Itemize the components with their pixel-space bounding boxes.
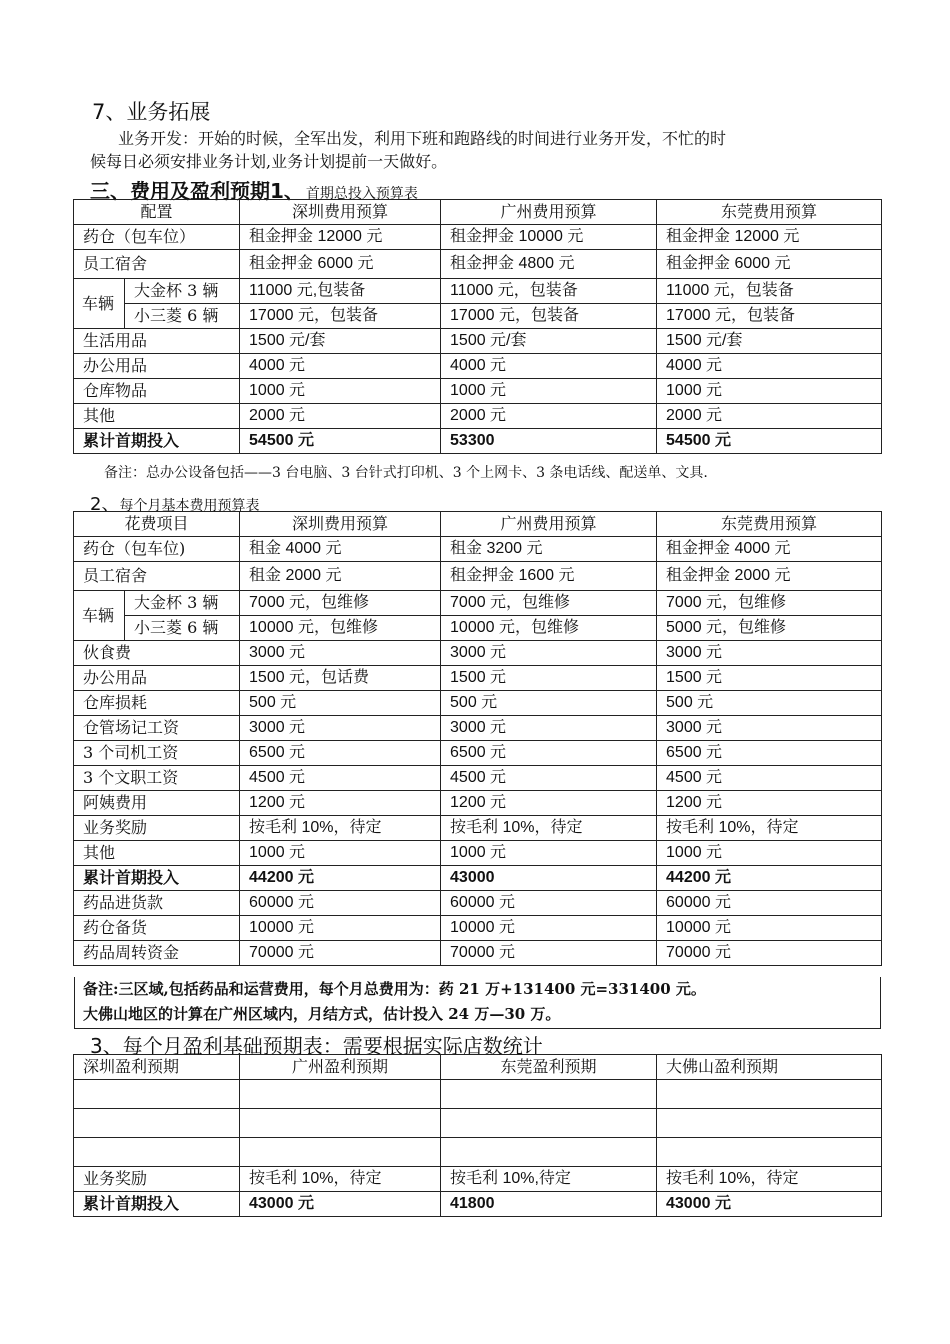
table-row (74, 691, 882, 716)
table-row (74, 1167, 882, 1192)
cell-shenzhen: 1000 元 (240, 379, 441, 404)
cell-dongguan: 3000 元 (657, 716, 882, 741)
cell-shenzhen: 租金押金 12000 元 (240, 225, 441, 250)
cell-shenzhen: 10000 元，包维修 (240, 616, 441, 641)
cell-dongguan: 6500 元 (657, 741, 882, 766)
cell-shenzhen: 10000 元 (240, 916, 441, 941)
paragraph-line-1: 业务开发：开始的时候，全军出发，利用下班和跑路线的时间进行业务开发，不忙的时 (118, 129, 727, 148)
row-label: 仓管场记工资 (74, 716, 240, 741)
total-foshan: 43000 元 (657, 1192, 882, 1217)
cell-dongguan: 10000 元 (657, 916, 882, 941)
cell-shenzhen: 1500 元，包话费 (240, 666, 441, 691)
cell-guangzhou: 500 元 (441, 691, 657, 716)
cell-shenzhen: 3000 元 (240, 716, 441, 741)
table-header-row (74, 1055, 882, 1080)
cell-guangzhou: 1500 元/套 (441, 329, 657, 354)
cell-shenzhen: 11000 元,包装备 (240, 279, 441, 304)
table-row (74, 225, 882, 250)
table-row (74, 279, 882, 304)
section-7-heading: 7、业务拓展 (92, 100, 211, 124)
total-label: 累计首期投入 (74, 1192, 240, 1217)
cell-guangzhou: 7000 元，包维修 (441, 591, 657, 616)
table-row (74, 841, 882, 866)
row-label: 员工宿舍 (74, 250, 240, 279)
cell-shenzhen: 1200 元 (240, 791, 441, 816)
cell-shenzhen: 70000 元 (240, 941, 441, 966)
cell-guangzhou: 按毛利 10%，待定 (441, 816, 657, 841)
vehicle-type: 大金杯 3 辆 (125, 279, 240, 304)
table-2-number: 2、 (90, 494, 120, 515)
total-row (74, 429, 882, 454)
table-row (74, 641, 882, 666)
cell-guangzhou: 1200 元 (441, 791, 657, 816)
note-line-2: 大佛山地区的计算在广州区域内，月结方式，估计投入 24 万—30 万。 (83, 1005, 561, 1023)
cell-guangzhou: 6500 元 (441, 741, 657, 766)
row-label: 仓库损耗 (74, 691, 240, 716)
cell-shenzhen: 3000 元 (240, 641, 441, 666)
table-row (74, 562, 882, 591)
cell-dongguan: 17000 元，包装备 (657, 304, 882, 329)
cell-guangzhou: 70000 元 (441, 941, 657, 966)
cell-shenzhen: 500 元 (240, 691, 441, 716)
cell-shenzhen: 17000 元，包装备 (240, 304, 441, 329)
cell-shenzhen: 租金押金 6000 元 (240, 250, 441, 279)
table-row (74, 616, 882, 641)
cell-guangzhou: 4000 元 (441, 354, 657, 379)
cell-dongguan: 1000 元 (657, 841, 882, 866)
total-label: 累计首期投入 (74, 429, 240, 454)
section-3-title: 三、费用及盈利预期 (90, 179, 270, 203)
table-row (74, 916, 882, 941)
total-shenzhen: 54500 元 (240, 429, 441, 454)
cell-dongguan: 4000 元 (657, 354, 882, 379)
header-shenzhen-profit: 深圳盈利预期 (74, 1055, 240, 1080)
cell-dongguan: 500 元 (657, 691, 882, 716)
table-row (74, 379, 882, 404)
header-guangzhou: 广州费用预算 (441, 512, 657, 537)
cell-dongguan: 4500 元 (657, 766, 882, 791)
vehicle-type: 小三菱 6 辆 (125, 616, 240, 641)
table-3-title: 3、每个月盈利基础预期表：需要根据实际店数统计 (90, 1034, 543, 1058)
table-row (74, 666, 882, 691)
cell-foshan: 按毛利 10%，待定 (657, 1167, 882, 1192)
table-1-title: 首期总投入预算表 (305, 186, 418, 202)
cell-dongguan: 60000 元 (657, 891, 882, 916)
total-guangzhou: 43000 (441, 866, 657, 891)
table-1-note: 备注：总办公设备包括——3 台电脑、3 台针式打印机、3 个上网卡、3 条电话线、配送单、文具. (104, 465, 708, 481)
header-shenzhen: 深圳费用预算 (240, 200, 441, 225)
cell-dongguan: 租金押金 4000 元 (657, 537, 882, 562)
cell-dongguan: 租金押金 12000 元 (657, 225, 882, 250)
row-label: 其他 (74, 841, 240, 866)
empty-row (74, 1109, 882, 1138)
cell-shenzhen: 4000 元 (240, 354, 441, 379)
cell-guangzhou: 10000 元，包维修 (441, 616, 657, 641)
total-guangzhou: 53300 (441, 429, 657, 454)
cell-dongguan: 1000 元 (657, 379, 882, 404)
table-1-number: 1、 (270, 179, 304, 203)
table-row (74, 716, 882, 741)
cell-guangzhou: 2000 元 (441, 404, 657, 429)
cell-guangzhou: 10000 元 (441, 916, 657, 941)
table-row (74, 941, 882, 966)
cell-shenzhen: 按毛利 10%，待定 (240, 816, 441, 841)
table-2-title-text: 每个月基本费用预算表 (119, 498, 260, 514)
cell-guangzhou: 租金押金 10000 元 (441, 225, 657, 250)
cell-shenzhen: 1500 元/套 (240, 329, 441, 354)
cell-guangzhou: 3000 元 (441, 716, 657, 741)
table-row (74, 354, 882, 379)
header-shenzhen: 深圳费用预算 (240, 512, 441, 537)
cell-dongguan: 3000 元 (657, 641, 882, 666)
row-label: 阿姨费用 (74, 791, 240, 816)
table-row (74, 404, 882, 429)
row-label: 药仓备货 (74, 916, 240, 941)
cell-dongguan: 1500 元/套 (657, 329, 882, 354)
header-config: 配置 (74, 200, 240, 225)
cell-guangzhou: 1000 元 (441, 841, 657, 866)
empty-row (74, 1080, 882, 1109)
total-shenzhen: 44200 元 (240, 866, 441, 891)
empty-row (74, 1138, 882, 1167)
cell-dongguan: 按毛利 10%,待定 (441, 1167, 657, 1192)
row-label: 药仓（包车位) (74, 537, 240, 562)
table-row (74, 766, 882, 791)
row-label: 业务奖励 (74, 816, 240, 841)
row-label: 3 个司机工资 (74, 741, 240, 766)
table-2-note (74, 977, 881, 1029)
business-development-paragraph (90, 127, 880, 173)
header-item: 花费项目 (74, 512, 240, 537)
monthly-profit-table (73, 1054, 882, 1217)
cell-dongguan: 租金押金 2000 元 (657, 562, 882, 591)
table-header-row (74, 200, 882, 225)
cell-dongguan: 11000 元，包装备 (657, 279, 882, 304)
cell-dongguan: 7000 元，包维修 (657, 591, 882, 616)
monthly-expense-table (73, 511, 882, 966)
row-label: 仓库物品 (74, 379, 240, 404)
cell-dongguan: 2000 元 (657, 404, 882, 429)
cell-guangzhou: 17000 元，包装备 (441, 304, 657, 329)
row-label: 伙食费 (74, 641, 240, 666)
cell-dongguan: 1500 元 (657, 666, 882, 691)
cell-guangzhou: 1500 元 (441, 666, 657, 691)
cell-shenzhen: 6500 元 (240, 741, 441, 766)
row-label: 药品进货款 (74, 891, 240, 916)
table-row (74, 891, 882, 916)
header-dongguan-profit: 东莞盈利预期 (441, 1055, 657, 1080)
table-row (74, 791, 882, 816)
cell-guangzhou: 3000 元 (441, 641, 657, 666)
initial-investment-table (73, 199, 882, 454)
table-row (74, 250, 882, 279)
header-guangzhou: 广州费用预算 (441, 200, 657, 225)
header-guangzhou-profit: 广州盈利预期 (240, 1055, 441, 1080)
table-row (74, 591, 882, 616)
cell-shenzhen: 2000 元 (240, 404, 441, 429)
table-row (74, 741, 882, 766)
row-label: 业务奖励 (74, 1167, 240, 1192)
cell-dongguan: 1200 元 (657, 791, 882, 816)
table-row (74, 816, 882, 841)
total-dongguan: 44200 元 (657, 866, 882, 891)
cell-guangzhou: 租金押金 4800 元 (441, 250, 657, 279)
cell-guangzhou: 60000 元 (441, 891, 657, 916)
cell-shenzhen: 60000 元 (240, 891, 441, 916)
header-dongguan: 东莞费用预算 (657, 200, 882, 225)
total-dongguan: 41800 (441, 1192, 657, 1217)
total-label: 累计首期投入 (74, 866, 240, 891)
cell-guangzhou: 租金 3200 元 (441, 537, 657, 562)
cell-dongguan: 5000 元，包维修 (657, 616, 882, 641)
cell-dongguan: 70000 元 (657, 941, 882, 966)
row-label: 3 个文职工资 (74, 766, 240, 791)
cell-dongguan: 按毛利 10%，待定 (657, 816, 882, 841)
row-label: 员工宿舍 (74, 562, 240, 591)
cell-guangzhou: 1000 元 (441, 379, 657, 404)
cell-dongguan: 租金押金 6000 元 (657, 250, 882, 279)
row-label: 生活用品 (74, 329, 240, 354)
paragraph-line-2: 候每日必须安排业务计划,业务计划提前一天做好。 (90, 152, 448, 171)
row-label: 办公用品 (74, 354, 240, 379)
table-row (74, 537, 882, 562)
total-dongguan: 54500 元 (657, 429, 882, 454)
vehicle-type: 大金杯 3 辆 (125, 591, 240, 616)
cell-shenzhen: 租金 2000 元 (240, 562, 441, 591)
cell-shenzhen: 1000 元 (240, 841, 441, 866)
total-row (74, 1192, 882, 1217)
cell-guangzhou: 11000 元，包装备 (441, 279, 657, 304)
row-label: 药仓（包车位） (74, 225, 240, 250)
row-label: 办公用品 (74, 666, 240, 691)
table-header-row (74, 512, 882, 537)
table-row (74, 329, 882, 354)
cell-guangzhou: 4500 元 (441, 766, 657, 791)
vehicle-label: 车辆 (74, 591, 125, 641)
row-label: 其他 (74, 404, 240, 429)
vehicle-type: 小三菱 6 辆 (125, 304, 240, 329)
vehicle-label: 车辆 (74, 279, 125, 329)
table-row (74, 304, 882, 329)
note-line-1: 备注:三区域,包括药品和运营费用，每个月总费用为：药 21 万+131400 元=331400 元。 (83, 980, 706, 998)
cell-shenzhen: 租金 4000 元 (240, 537, 441, 562)
cell-shenzhen: 4500 元 (240, 766, 441, 791)
cell-shenzhen: 7000 元，包维修 (240, 591, 441, 616)
cell-guangzhou: 按毛利 10%，待定 (240, 1167, 441, 1192)
cell-guangzhou: 租金押金 1600 元 (441, 562, 657, 591)
header-foshan-profit: 大佛山盈利预期 (657, 1055, 882, 1080)
total-guangzhou: 43000 元 (240, 1192, 441, 1217)
row-label: 药品周转资金 (74, 941, 240, 966)
total-row (74, 866, 882, 891)
header-dongguan: 东莞费用预算 (657, 512, 882, 537)
